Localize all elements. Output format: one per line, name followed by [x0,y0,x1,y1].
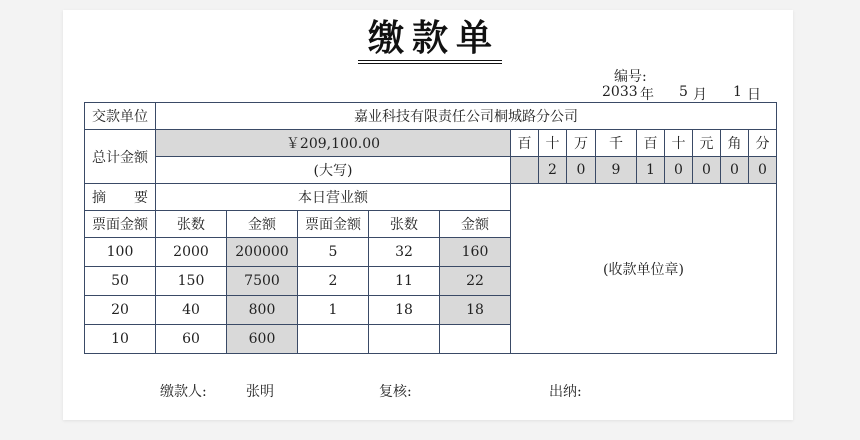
col-header: 票面金额 [85,211,156,238]
face-value-cell: 2 [298,267,369,296]
count-cell: 150 [156,267,227,296]
digit-cell: 1 [637,157,665,184]
face-value-cell: 20 [85,296,156,325]
digit-header: 十 [665,130,693,157]
payer-label: 交款单位 [85,103,156,130]
payer-signature-label: 缴款人: [160,384,207,400]
face-value-cell: 10 [85,325,156,354]
digit-header: 十 [539,130,567,157]
total-label: 总计金额 [85,130,156,184]
face-value-cell: 1 [298,296,369,325]
count-cell: 40 [156,296,227,325]
review-signature-label: 复核: [379,384,412,400]
digit-cell: 0 [567,157,596,184]
col-header: 张数 [369,211,440,238]
amount-cell: 7500 [227,267,298,296]
digit-cell: 9 [596,157,637,184]
date-day-unit: 日 [747,87,761,103]
summary-label: 摘 要 [85,184,156,211]
count-cell [369,325,440,354]
date-year-unit: 年 [640,87,654,103]
payer-name: 嘉业科技有限责任公司桐城路分公司 [156,103,777,130]
digit-header: 分 [749,130,777,157]
col-header: 票面金额 [298,211,369,238]
date-year: 2033 [602,84,638,100]
col-header: 金额 [440,211,511,238]
digit-header: 百 [511,130,539,157]
document-title: 缴款单 [0,10,860,61]
amount-cell: 600 [227,325,298,354]
count-cell: 2000 [156,238,227,267]
payment-form-table [84,102,777,354]
amount-cell: 18 [440,296,511,325]
cashier-signature-label: 出纳: [549,384,582,400]
date-day: 1 [733,84,742,100]
face-value-cell: 100 [85,238,156,267]
digit-cell: 2 [539,157,567,184]
amount-cell: 160 [440,238,511,267]
count-cell: 11 [369,267,440,296]
amount-cell: 200000 [227,238,298,267]
total-amount: ￥209,100.00 [156,130,511,157]
digit-header: 元 [693,130,721,157]
date-month-unit: 月 [693,87,707,103]
col-header: 张数 [156,211,227,238]
amount-cell: 22 [440,267,511,296]
digit-header: 百 [637,130,665,157]
digit-header: 角 [721,130,749,157]
stamp-area: (收款单位章) [511,184,777,354]
number-label: 编号: [614,69,647,85]
amount-cell [440,325,511,354]
digit-header: 万 [567,130,596,157]
date-month: 5 [679,84,688,100]
digit-cell: 0 [721,157,749,184]
digit-cell: 0 [693,157,721,184]
amount-cell: 800 [227,296,298,325]
digit-cell: 0 [665,157,693,184]
digit-cell: 0 [749,157,777,184]
face-value-cell: 50 [85,267,156,296]
face-value-cell [298,325,369,354]
payer-signature-name: 张明 [246,384,274,400]
col-header: 金额 [227,211,298,238]
digit-cell [511,157,539,184]
daxie-field: (大写) [156,157,511,184]
summary-value: 本日营业额 [156,184,511,211]
face-value-cell: 5 [298,238,369,267]
count-cell: 18 [369,296,440,325]
count-cell: 60 [156,325,227,354]
digit-header: 千 [596,130,637,157]
count-cell: 32 [369,238,440,267]
